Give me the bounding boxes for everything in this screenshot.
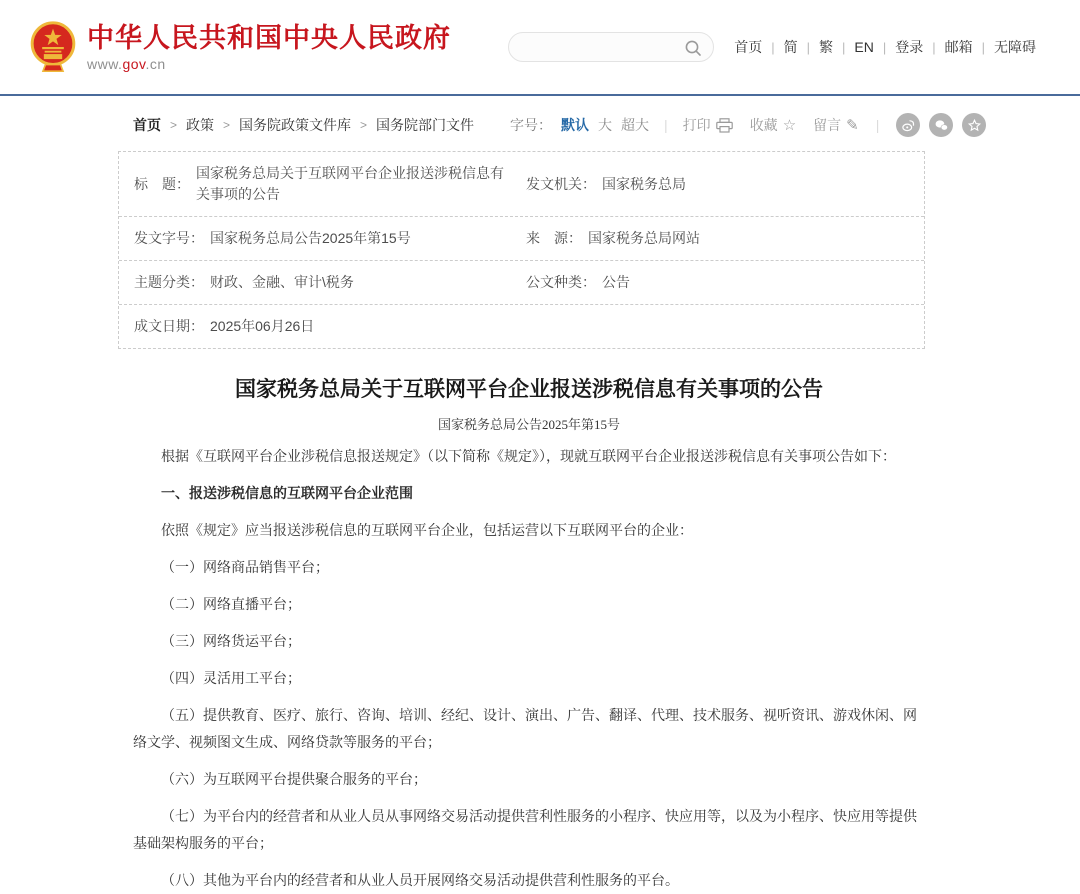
paragraph-intro: 根据《互联网平台企业涉税信息报送规定》（以下简称《规定》），现就互联网平台企业报送涉税信息有关事项公告如下：	[161, 448, 896, 464]
document-subtitle: 国家税务总局公告2025年第15号	[437, 417, 620, 432]
breadcrumb-home[interactable]: 首页	[133, 117, 161, 133]
header-right	[508, 32, 1036, 62]
weibo-icon	[901, 118, 916, 133]
wechat-icon	[934, 118, 949, 133]
list-item-4: （四）灵活用工平台；	[161, 670, 301, 686]
print-label: 打印	[682, 117, 711, 133]
list-item-3: （三）网络货运平台；	[161, 633, 301, 649]
meta-value-document-number: 国家税务总局公告2025年第15号	[210, 230, 411, 246]
site-title: 中华人民共和国中央人民政府	[87, 22, 451, 53]
meta-value-title: 国家税务总局关于互联网平台企业报送涉税信息有关事项的公告	[196, 165, 504, 202]
breadcrumb	[133, 115, 474, 135]
meta-row-topic-category	[119, 261, 924, 305]
content-column	[118, 113, 940, 894]
nav-separator: |	[981, 39, 985, 55]
nav-separator: |	[771, 39, 775, 55]
meta-value-document-type: 公告	[602, 274, 630, 290]
list-item-8: （八）其他为平台内的经营者和从业人员开展网络交易活动提供营利性服务的平台。	[161, 872, 679, 888]
list-item-7: （七）为平台内的经营者和从业人员从事网络交易活动提供营利性服务的小程序、快应用等，以及为小程序、快应用等提供基础架构服务的平台；	[133, 808, 917, 851]
favorite-label: 收藏	[749, 117, 778, 133]
list-item-5: （五）提供教育、医疗、旅行、咨询、培训、经纪、设计、演出、广告、翻译、代理、技术服务、视听资讯、游戏休闲、网络文学、视频图文生成、网络贷款等服务的平台；	[133, 707, 917, 750]
qzone-star-icon	[967, 118, 982, 133]
breadcrumb-separator: >	[360, 118, 368, 132]
pencil-icon: ✎	[846, 116, 859, 134]
font-size-label: 字号：	[510, 117, 553, 133]
meta-label-document-number: 发文字号：	[134, 230, 204, 246]
national-emblem-icon	[28, 19, 78, 75]
toolbar-divider: |	[664, 117, 668, 133]
nav-english[interactable]: EN	[854, 39, 874, 55]
weibo-share-button[interactable]	[896, 113, 920, 137]
logo-text	[87, 23, 451, 72]
document-meta-table	[118, 151, 925, 349]
breadcrumb-separator: >	[170, 118, 178, 132]
site-url-gov: gov	[122, 55, 146, 72]
meta-label-document-type: 公文种类：	[526, 274, 596, 290]
meta-label-issuing-agency: 发文机关：	[526, 175, 596, 192]
breadcrumb-policy-library[interactable]: 国务院政策文件库	[239, 117, 352, 133]
breadcrumb-policy[interactable]: 政策	[186, 117, 215, 133]
meta-label-source: 来 源：	[526, 230, 582, 246]
nav-home[interactable]: 首页	[734, 39, 763, 55]
favorite-button[interactable]	[750, 115, 796, 135]
nav-simplified[interactable]: 简	[783, 39, 798, 55]
nav-mail[interactable]: 邮箱	[944, 39, 973, 55]
meta-label-topic-category: 主题分类：	[134, 274, 204, 290]
meta-row-date	[119, 305, 924, 348]
meta-row-document-number	[119, 217, 924, 261]
nav-separator: |	[806, 39, 810, 55]
meta-value-issuing-agency: 国家税务总局	[602, 175, 686, 192]
nav-login[interactable]: 登录	[895, 39, 924, 55]
page-toolbar	[118, 113, 940, 137]
comment-button[interactable]	[813, 115, 859, 135]
wechat-share-button[interactable]	[929, 113, 953, 137]
font-size-large[interactable]: 大	[598, 117, 613, 133]
nav-traditional[interactable]: 繁	[818, 39, 833, 55]
comment-label: 留言	[813, 117, 842, 133]
search-box	[508, 32, 714, 62]
qzone-share-button[interactable]	[962, 113, 986, 137]
nav-separator: |	[882, 39, 887, 55]
nav-separator: |	[932, 39, 936, 55]
document-title: 国家税务总局关于互联网平台企业报送涉税信息有关事项的公告	[235, 377, 823, 401]
print-button[interactable]	[683, 115, 733, 135]
search-icon[interactable]	[683, 38, 703, 58]
meta-row-title	[119, 152, 924, 217]
breadcrumb-separator: >	[223, 118, 231, 132]
meta-label-date: 成文日期：	[134, 318, 204, 334]
printer-icon	[716, 118, 733, 133]
font-size-xlarge[interactable]: 超大	[621, 117, 650, 133]
toolbar-divider: |	[875, 117, 880, 133]
meta-label-title: 标 题：	[134, 175, 190, 192]
list-item-6: （六）为互联网平台提供聚合服务的平台；	[161, 771, 427, 787]
site-header	[0, 0, 1080, 96]
site-url-prefix: www.	[87, 55, 123, 72]
document-body	[118, 443, 940, 894]
list-item-1: （一）网络商品销售平台；	[161, 559, 329, 575]
top-nav	[734, 37, 1036, 57]
meta-value-date: 2025年06月26日	[210, 318, 315, 334]
site-url-suffix: .cn	[145, 55, 166, 72]
section-heading-1: 一、报送涉税信息的互联网平台企业范围	[161, 485, 413, 501]
meta-value-source: 国家税务总局网站	[588, 230, 700, 246]
list-item-2: （二）网络直播平台；	[161, 596, 301, 612]
site-url	[87, 56, 451, 72]
paragraph-scope-intro: 依照《规定》应当报送涉税信息的互联网平台企业，包括运营以下互联网平台的企业：	[161, 522, 693, 538]
share-buttons	[896, 113, 986, 137]
nav-separator: |	[841, 39, 846, 55]
nav-accessibility[interactable]: 无障碍	[994, 39, 1036, 55]
font-size-default[interactable]: 默认	[561, 117, 590, 133]
font-size-control	[510, 115, 649, 135]
breadcrumb-department-documents[interactable]: 国务院部门文件	[376, 117, 475, 133]
star-icon: ☆	[782, 116, 797, 134]
gov-logo[interactable]	[28, 19, 451, 75]
meta-value-topic-category: 财政、金融、审计\税务	[210, 274, 354, 290]
